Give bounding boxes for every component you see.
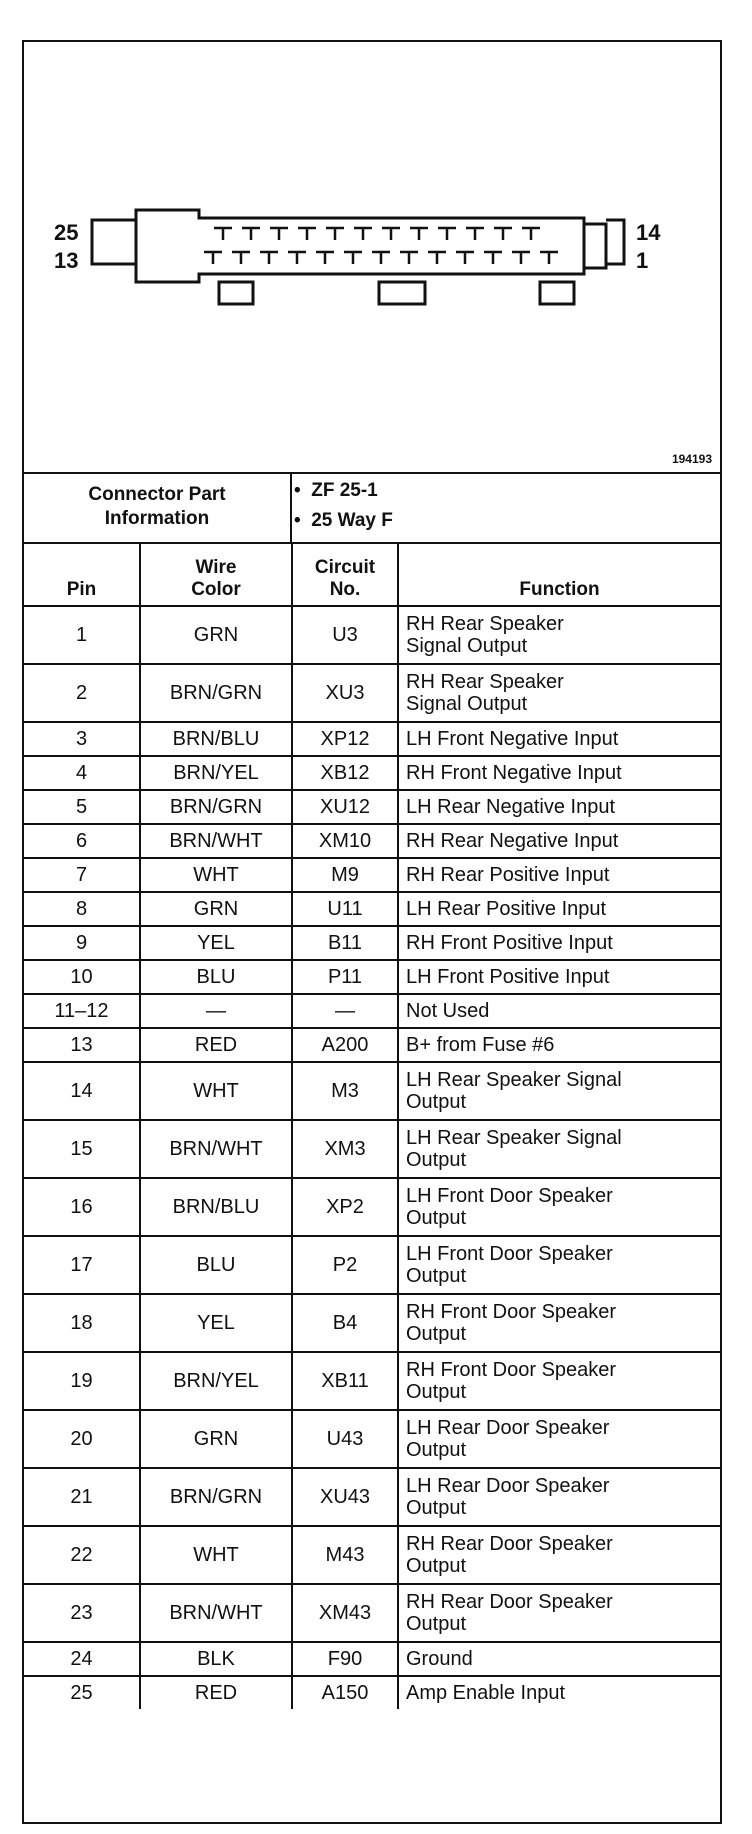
connector-housing: [136, 210, 584, 282]
cell-circuit: U43: [292, 1410, 398, 1468]
cell-pin: 11–12: [24, 994, 140, 1028]
cell-function: RH Front Door Speaker Output: [398, 1294, 720, 1352]
cell-function: LH Rear Door Speaker Output: [398, 1468, 720, 1526]
cell-wire-color: BRN/WHT: [140, 1584, 292, 1642]
cell-circuit: A150: [292, 1676, 398, 1709]
cell-circuit: XB11: [292, 1352, 398, 1410]
header-wire-color: [140, 542, 292, 606]
cell-pin: 19: [24, 1352, 140, 1410]
cell-wire-color: GRN: [140, 1410, 292, 1468]
cell-wire-color: YEL: [140, 1294, 292, 1352]
connector-right-bracket: [606, 220, 624, 264]
terminal-top: [382, 228, 400, 240]
cell-circuit: XB12: [292, 756, 398, 790]
terminal-bottom: [428, 252, 446, 264]
cell-function: LH Rear Speaker Signal Output: [398, 1062, 720, 1120]
cell-function: LH Front Positive Input: [398, 960, 720, 994]
table-row: [24, 1584, 720, 1642]
cell-circuit: XM3: [292, 1120, 398, 1178]
terminal-bottom: [456, 252, 474, 264]
terminal-top: [214, 228, 232, 240]
cell-function: RH Rear Door Speaker Output: [398, 1526, 720, 1584]
cell-circuit: F90: [292, 1642, 398, 1676]
terminal-bottom: [288, 252, 306, 264]
cell-circuit: M43: [292, 1526, 398, 1584]
connector-info-title: Connector Part Information: [24, 472, 292, 542]
terminal-bottom: [400, 252, 418, 264]
cell-wire-color: WHT: [140, 858, 292, 892]
cell-pin: 7: [24, 858, 140, 892]
header-pin: Pin: [24, 542, 140, 606]
cell-wire-color: BLK: [140, 1642, 292, 1676]
connector-latch: [584, 224, 606, 268]
cell-circuit: —: [292, 994, 398, 1028]
pin-label-25: 25: [54, 220, 79, 245]
cell-function: LH Rear Positive Input: [398, 892, 720, 926]
pin-label-13: 13: [54, 248, 79, 273]
table-row: [24, 960, 720, 994]
table-row: [24, 824, 720, 858]
table-row: [24, 1526, 720, 1584]
cell-circuit: P11: [292, 960, 398, 994]
cell-circuit: XU43: [292, 1468, 398, 1526]
cell-function: RH Front Door Speaker Output: [398, 1352, 720, 1410]
cell-pin: 5: [24, 790, 140, 824]
pinout-rows: [24, 606, 720, 1709]
cell-circuit: M9: [292, 858, 398, 892]
cell-pin: 22: [24, 1526, 140, 1584]
cell-pin: 16: [24, 1178, 140, 1236]
cell-circuit: XM10: [292, 824, 398, 858]
header-wire-color-text: Wire Color: [191, 557, 241, 600]
connector-drawing: [24, 42, 720, 472]
cell-wire-color: BRN/BLU: [140, 722, 292, 756]
terminal-bottom: [204, 252, 222, 264]
cell-wire-color: RED: [140, 1028, 292, 1062]
figure-id: 194193: [671, 452, 712, 466]
cell-circuit: XP12: [292, 722, 398, 756]
cell-circuit: A200: [292, 1028, 398, 1062]
cell-circuit: B11: [292, 926, 398, 960]
cell-wire-color: —: [140, 994, 292, 1028]
table-row: [24, 926, 720, 960]
cell-wire-color: GRN: [140, 606, 292, 664]
table-row: [24, 1352, 720, 1410]
cell-wire-color: WHT: [140, 1526, 292, 1584]
cell-wire-color: BRN/GRN: [140, 1468, 292, 1526]
cell-pin: 13: [24, 1028, 140, 1062]
cell-pin: 25: [24, 1676, 140, 1709]
terminal-top: [410, 228, 428, 240]
terminal-bottom: [484, 252, 502, 264]
cell-circuit: P2: [292, 1236, 398, 1294]
cell-wire-color: RED: [140, 1676, 292, 1709]
connector-info-item: • ZF 25-1: [294, 476, 393, 506]
cell-function: RH Rear Positive Input: [398, 858, 720, 892]
table-row: [24, 1410, 720, 1468]
table-row: [24, 1676, 720, 1709]
terminal-bottom: [232, 252, 250, 264]
table-row: [24, 858, 720, 892]
cell-circuit: XP2: [292, 1178, 398, 1236]
cell-function: Ground: [398, 1642, 720, 1676]
table-row: [24, 1468, 720, 1526]
cell-circuit: M3: [292, 1062, 398, 1120]
cell-function: LH Rear Door Speaker Output: [398, 1410, 720, 1468]
cell-function: RH Rear Speaker Signal Output: [398, 606, 720, 664]
cell-pin: 15: [24, 1120, 140, 1178]
cell-function: Not Used: [398, 994, 720, 1028]
terminal-bottom: [372, 252, 390, 264]
cell-wire-color: BRN/YEL: [140, 756, 292, 790]
connector-key-tab: [540, 282, 574, 304]
terminal-top: [326, 228, 344, 240]
cell-function: RH Front Negative Input: [398, 756, 720, 790]
table-row: [24, 790, 720, 824]
header-function: Function: [398, 542, 720, 606]
terminal-top: [438, 228, 456, 240]
cell-function: RH Front Positive Input: [398, 926, 720, 960]
cell-pin: 2: [24, 664, 140, 722]
table-row: [24, 1642, 720, 1676]
terminal-top: [494, 228, 512, 240]
table-row: [24, 1178, 720, 1236]
terminal-bottom: [540, 252, 558, 264]
cell-circuit: XU3: [292, 664, 398, 722]
cell-pin: 14: [24, 1062, 140, 1120]
cell-function: Amp Enable Input: [398, 1676, 720, 1709]
cell-wire-color: BLU: [140, 960, 292, 994]
table-row: [24, 994, 720, 1028]
cell-function: LH Front Door Speaker Output: [398, 1236, 720, 1294]
cell-function: RH Rear Speaker Signal Output: [398, 664, 720, 722]
cell-wire-color: GRN: [140, 892, 292, 926]
table-row: [24, 1236, 720, 1294]
terminal-bottom: [316, 252, 334, 264]
cell-function: RH Rear Negative Input: [398, 824, 720, 858]
connector-part-info: [24, 472, 720, 544]
cell-pin: 4: [24, 756, 140, 790]
cell-wire-color: BRN/YEL: [140, 1352, 292, 1410]
cell-function: LH Rear Negative Input: [398, 790, 720, 824]
terminal-bottom: [344, 252, 362, 264]
cell-pin: 9: [24, 926, 140, 960]
header-circuit: [292, 542, 398, 606]
cell-function: LH Front Negative Input: [398, 722, 720, 756]
cell-wire-color: WHT: [140, 1062, 292, 1120]
table-row: [24, 1120, 720, 1178]
terminal-bottom: [512, 252, 530, 264]
cell-pin: 10: [24, 960, 140, 994]
cell-wire-color: BRN/BLU: [140, 1178, 292, 1236]
terminal-top: [354, 228, 372, 240]
cell-function: LH Rear Speaker Signal Output: [398, 1120, 720, 1178]
terminal-bottom: [260, 252, 278, 264]
header-circuit-text: Circuit No.: [314, 557, 376, 600]
connector-left-bracket: [92, 220, 136, 264]
terminal-top: [466, 228, 484, 240]
table-row: [24, 1028, 720, 1062]
connector-diagram: [24, 42, 720, 474]
table-row: [24, 606, 720, 664]
cell-pin: 17: [24, 1236, 140, 1294]
cell-wire-color: YEL: [140, 926, 292, 960]
cell-circuit: B4: [292, 1294, 398, 1352]
terminal-top: [522, 228, 540, 240]
cell-pin: 20: [24, 1410, 140, 1468]
cell-pin: 1: [24, 606, 140, 664]
cell-pin: 8: [24, 892, 140, 926]
table-row: [24, 1062, 720, 1120]
pin-label-1: 1: [636, 248, 649, 273]
cell-circuit: U3: [292, 606, 398, 664]
terminal-top: [242, 228, 260, 240]
table-row: [24, 756, 720, 790]
cell-pin: 6: [24, 824, 140, 858]
connector-key-tab: [219, 282, 253, 304]
cell-pin: 18: [24, 1294, 140, 1352]
terminal-top: [298, 228, 316, 240]
cell-wire-color: BRN/WHT: [140, 1120, 292, 1178]
table-row: [24, 722, 720, 756]
table-row: [24, 892, 720, 926]
cell-circuit: XM43: [292, 1584, 398, 1642]
terminal-top: [270, 228, 288, 240]
cell-circuit: XU12: [292, 790, 398, 824]
connector-key-tab: [379, 282, 425, 304]
pin-label-14: 14: [636, 220, 661, 245]
cell-wire-color: BLU: [140, 1236, 292, 1294]
cell-wire-color: BRN/GRN: [140, 790, 292, 824]
cell-function: RH Rear Door Speaker Output: [398, 1584, 720, 1642]
cell-pin: 24: [24, 1642, 140, 1676]
cell-wire-color: BRN/GRN: [140, 664, 292, 722]
table-row: [24, 664, 720, 722]
cell-pin: 23: [24, 1584, 140, 1642]
connector-info-item: • 25 Way F: [294, 506, 393, 536]
cell-function: LH Front Door Speaker Output: [398, 1178, 720, 1236]
cell-function: B+ from Fuse #6: [398, 1028, 720, 1062]
cell-circuit: U11: [292, 892, 398, 926]
cell-wire-color: BRN/WHT: [140, 824, 292, 858]
table-row: [24, 1294, 720, 1352]
cell-pin: 3: [24, 722, 140, 756]
pinout-table: [24, 542, 720, 1709]
connector-info-list: [294, 476, 393, 536]
cell-pin: 21: [24, 1468, 140, 1526]
connector-sheet: [22, 40, 722, 1824]
